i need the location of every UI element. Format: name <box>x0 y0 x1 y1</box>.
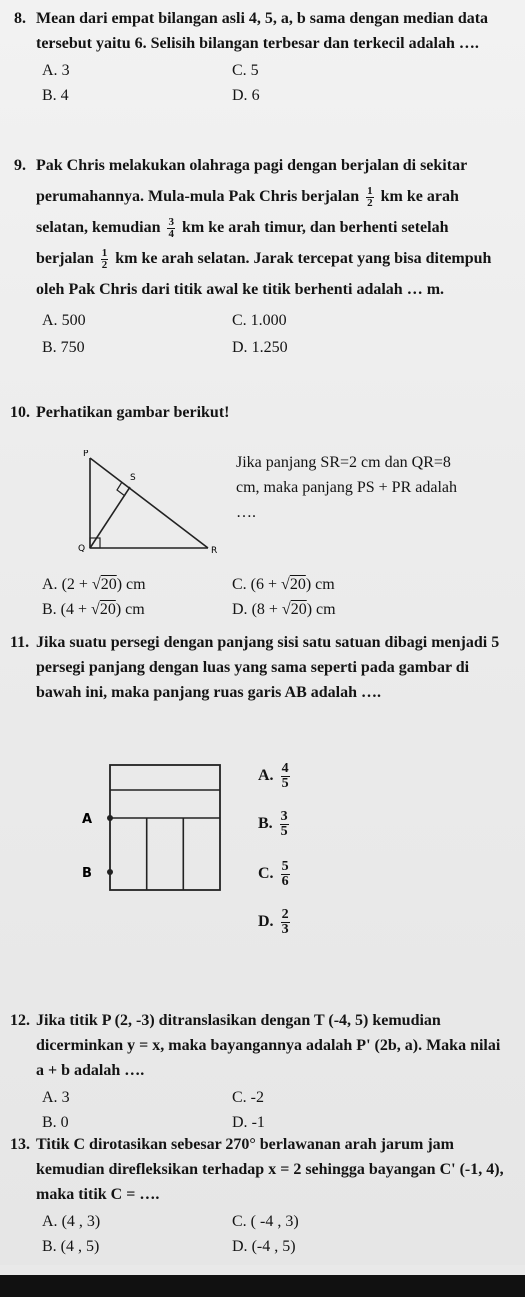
answer-options <box>42 1209 506 1259</box>
option-c: C. ( -4 , 3) <box>232 1213 299 1230</box>
question-9 <box>14 150 506 361</box>
question-number: 13. <box>10 1136 30 1153</box>
question-13 <box>10 1132 506 1259</box>
option-b: B. 0 <box>42 1114 69 1131</box>
option-c: C. 5 <box>232 62 259 79</box>
question-text: Perhatikan gambar berikut! <box>36 404 230 421</box>
fraction: $\frac{1}{2}$ <box>367 184 373 209</box>
answer-options <box>42 307 506 361</box>
question-text: Titik C dirotasikan sebesar 270° berlawanan arah jarum jam kemudian direfleksikan terhadap x = 2 sehingga bayangan C' (-1, 4), maka titik C = …. <box>36 1136 504 1203</box>
triangle-diagram <box>30 450 230 560</box>
answer-options <box>42 1085 506 1135</box>
fraction: $\frac{1}{2}$ <box>101 246 108 271</box>
question-10-description: Jika panjang SR=2 cm dan QR=8 cm, maka panjang PS + PR adalah …. <box>236 454 457 521</box>
question-number: 10. <box>10 404 30 421</box>
option-d: D. (-4 , 5) <box>232 1238 296 1255</box>
point-s-label: S <box>130 473 136 483</box>
option-c: C. $\frac{5}{6}$ <box>258 859 289 889</box>
question-10-options <box>36 570 506 622</box>
option-b: B. (4 , 5) <box>42 1238 100 1255</box>
option-b: B. $\frac{3}{5}$ <box>258 809 288 839</box>
question-12 <box>10 1008 506 1135</box>
point-b <box>107 869 113 875</box>
point-q-label: Q <box>78 544 86 554</box>
line-pr <box>90 458 208 548</box>
option-c: C. 1.000 <box>232 312 287 329</box>
option-d: D. 6 <box>232 87 260 104</box>
option-d: D. $\frac{2}{3}$ <box>258 907 289 937</box>
option-c: C. (6 + √20) cm <box>232 576 335 593</box>
option-a: A. $\frac{4}{5}$ <box>258 761 289 791</box>
question-number: 12. <box>10 1012 30 1029</box>
question-11 <box>10 630 506 705</box>
option-c: C. -2 <box>232 1089 264 1106</box>
option-b: B. (4 + √20) cm <box>42 601 145 618</box>
option-a: A. (2 + √20) cm <box>42 576 146 593</box>
question-8 <box>14 6 506 108</box>
point-b-label: B <box>82 866 92 881</box>
option-d: D. 1.250 <box>232 339 288 356</box>
unit-square <box>110 765 220 890</box>
point-a-label: A <box>82 812 93 827</box>
point-r-label: R <box>211 546 218 556</box>
option-a: A. (4 , 3) <box>42 1213 101 1230</box>
question-text: Pak Chris melakukan olahraga pagi dengan berjalan di sekitar perumahannya. Mula-mula Pak Chris berjalan $\frac{1}{2}$ km ke arah selatan, kemudian $\frac{3}{4}$ km ke arah timur, dan berhenti setelah berjalan $\frac{1}{2}$ km ke arah selatan. Jarak tercepat yang bisa ditempuh oleh Pak Chris dari titik awal ke titik berhenti adalah … m. <box>36 157 492 298</box>
option-d: D. (8 + √20) cm <box>232 601 336 618</box>
option-b: B. 4 <box>42 87 69 104</box>
fraction: $\frac{3}{4}$ <box>168 215 174 240</box>
answer-options <box>42 58 506 108</box>
question-number: 8. <box>14 10 26 27</box>
option-b: B. 750 <box>42 339 85 356</box>
point-p-label: P <box>83 450 89 459</box>
question-text: Jika titik P (2, -3) ditranslasikan dengan T (-4, 5) kemudian dicerminkan y = x, maka bayangannya adalah P' (2b, a). Maka nilai a + b adalah …. <box>36 1012 501 1079</box>
answer-options <box>42 572 506 622</box>
option-a: A. 500 <box>42 312 86 329</box>
question-number: 9. <box>14 157 26 174</box>
bottom-dark-edge <box>0 1275 525 1297</box>
point-a <box>107 815 113 821</box>
question-number: 11. <box>10 634 30 651</box>
option-a: A. 3 <box>42 62 70 79</box>
square-division-diagram <box>60 760 250 900</box>
question-10 <box>10 400 506 425</box>
option-d: D. -1 <box>232 1114 265 1131</box>
option-a: A. 3 <box>42 1089 70 1106</box>
question-text: Mean dari empat bilangan asli 4, 5, a, b sama dengan median data tersebut yaitu 6. Selisih bilangan terbesar dan terkecil adalah …. <box>36 10 489 52</box>
question-text: Jika suatu persegi dengan panjang sisi satu satuan dibagi menjadi 5 persegi panjang dengan luas yang sama seperti pada gambar di bawah ini, maka panjang ruas garis AB adalah …. <box>36 634 500 701</box>
line-qs <box>90 487 130 548</box>
